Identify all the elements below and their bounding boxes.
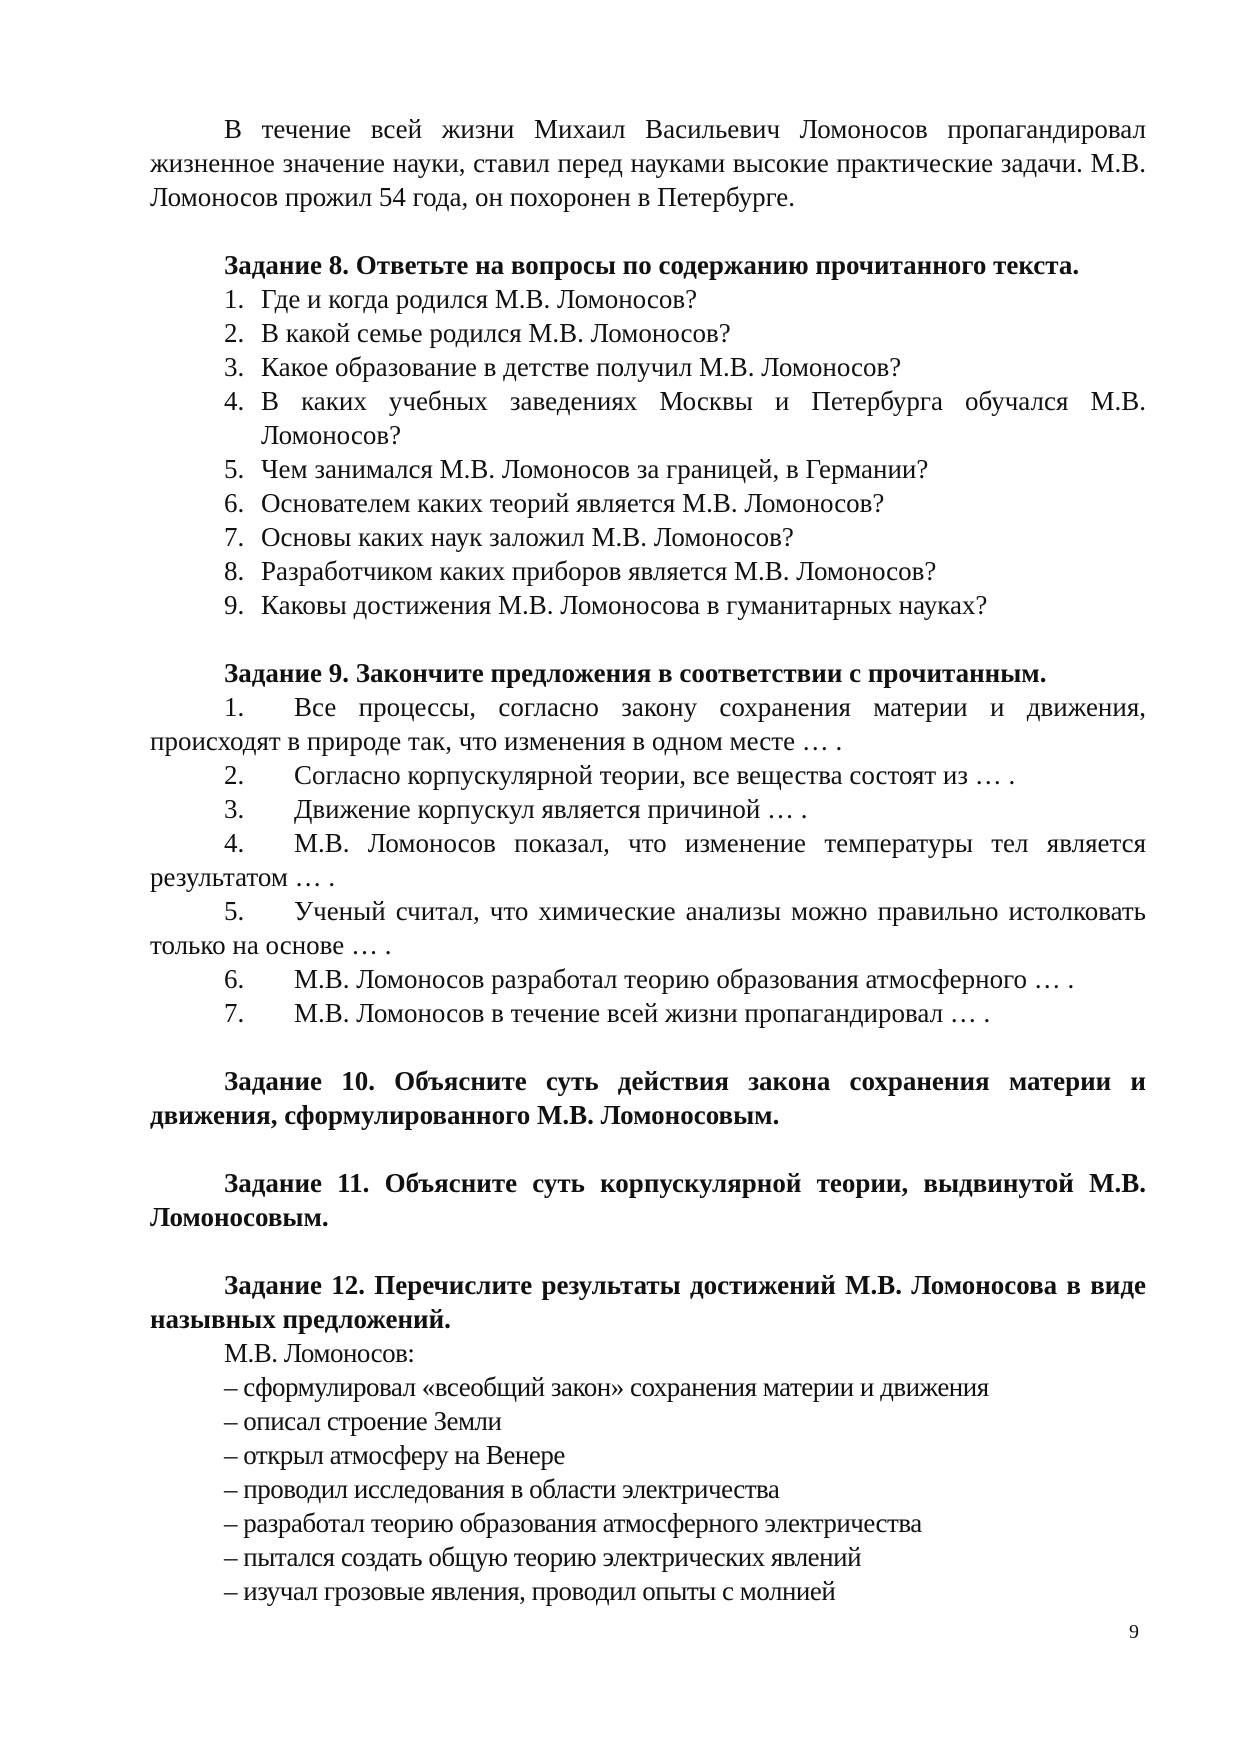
results-lead: М.В. Ломоносов: — [224, 1338, 415, 1368]
item-number: 7. — [224, 522, 245, 552]
item-number: 4. — [224, 828, 245, 858]
item-number: 4. — [224, 386, 245, 416]
list-item — [150, 962, 1146, 996]
item-number: 7. — [224, 998, 245, 1028]
task-12-results-list — [150, 1336, 1146, 1608]
sentence-text: М.В. Ломоносов в течение всей жизни пропагандировал … . — [294, 998, 991, 1028]
item-number: 3. — [224, 352, 245, 382]
list-item — [224, 282, 1146, 316]
list-item — [224, 486, 1146, 520]
page-number: 9 — [1129, 1621, 1139, 1643]
list-item: – сформулировал «всеобщий закон» сохранения материи и движения — [224, 1372, 989, 1402]
list-item — [224, 316, 1146, 350]
question-text: В какой семье родился М.В. Ломоносов? — [261, 318, 731, 348]
list-item: – пытался создать общую теорию электрических явлений — [224, 1542, 862, 1572]
task-12-heading: Задание 12. Перечислите результаты достижений М.В. Ломоносова в виде назывных предложений. — [150, 1270, 1146, 1334]
list-item — [224, 384, 1146, 452]
sentence-text: Ученый считал, что химические анализы можно правильно истолковать только на основе … . — [150, 896, 1146, 960]
intro-paragraph: В течение всей жизни Михаил Васильевич Ломоносов пропагандировал жизненное значение науки, ставил перед науками высокие практические задачи. М.В. Ломоносов прожил 54 года, он похоронен в Петербурге. — [150, 114, 1146, 212]
task-11-heading: Задание 11. Объясните суть корпускулярной теории, выдвинутой М.В. Ломоносовым. — [150, 1168, 1146, 1232]
task-8-question-list — [150, 282, 1146, 622]
item-number: 5. — [224, 454, 245, 484]
sentence-text: Все процессы, согласно закону сохранения материи и движения, происходят в природе так, что изменения в одном месте … . — [150, 692, 1146, 756]
task-9-heading: Задание 9. Закончите предложения в соответствии с прочитанным. — [224, 658, 1047, 688]
list-item — [150, 996, 1146, 1030]
list-item — [150, 690, 1146, 758]
item-number: 2. — [224, 760, 245, 790]
task-8-heading: Задание 8. Ответьте на вопросы по содержанию прочитанного текста. — [224, 250, 1080, 280]
item-number: 6. — [224, 964, 245, 994]
list-item — [150, 792, 1146, 826]
item-number: 8. — [224, 556, 245, 586]
question-text: Где и когда родился М.В. Ломоносов? — [261, 284, 698, 314]
question-text: Чем занимался М.В. Ломоносов за границей, в Германии? — [261, 454, 929, 484]
question-text: В каких учебных заведениях Москвы и Петербурга обучался М.В. Ломоносов? — [261, 386, 1146, 450]
list-item — [224, 588, 1146, 622]
list-item — [224, 554, 1146, 588]
question-text: Каковы достижения М.В. Ломоносова в гуманитарных науках? — [261, 590, 988, 620]
sentence-text: М.В. Ломоносов показал, что изменение температуры тел является результатом … . — [150, 828, 1146, 892]
task-10-heading: Задание 10. Объясните суть действия закона сохранения материи и движения, сформулированного М.В. Ломоносовым. — [150, 1066, 1146, 1130]
sentence-text: М.В. Ломоносов разработал теорию образования атмосферного … . — [294, 964, 1075, 994]
list-item — [224, 350, 1146, 384]
item-number: 3. — [224, 794, 245, 824]
list-item: – изучал грозовые явления, проводил опыты с молнией — [224, 1576, 836, 1606]
sentence-text: Согласно корпускулярной теории, все вещества состоят из … . — [294, 760, 1016, 790]
item-number: 6. — [224, 488, 245, 518]
list-item — [150, 758, 1146, 792]
item-number: 2. — [224, 318, 245, 348]
list-item: – открыл атмосферу на Венере — [224, 1440, 565, 1470]
question-text: Какое образование в детстве получил М.В. Ломоносов? — [261, 352, 902, 382]
list-item — [150, 894, 1146, 962]
item-number: 9. — [224, 590, 245, 620]
sentence-text: Движение корпускул является причиной … . — [294, 794, 808, 824]
task-9-sentence-list — [150, 690, 1146, 1030]
question-text: Основателем каких теорий является М.В. Ломоносов? — [261, 488, 885, 518]
list-item: – разработал теорию образования атмосферного электричества — [224, 1508, 922, 1538]
item-number: 1. — [224, 692, 245, 722]
question-text: Основы каких наук заложил М.В. Ломоносов? — [261, 522, 794, 552]
list-item — [224, 452, 1146, 486]
list-item: – описал строение Земли — [224, 1406, 502, 1436]
document-page — [150, 112, 1146, 1608]
list-item — [224, 520, 1146, 554]
list-item: – проводил исследования в области электричества — [224, 1474, 780, 1504]
item-number: 1. — [224, 284, 245, 314]
question-text: Разработчиком каких приборов является М.В. Ломоносов? — [261, 556, 937, 586]
list-item — [150, 826, 1146, 894]
item-number: 5. — [224, 896, 245, 926]
